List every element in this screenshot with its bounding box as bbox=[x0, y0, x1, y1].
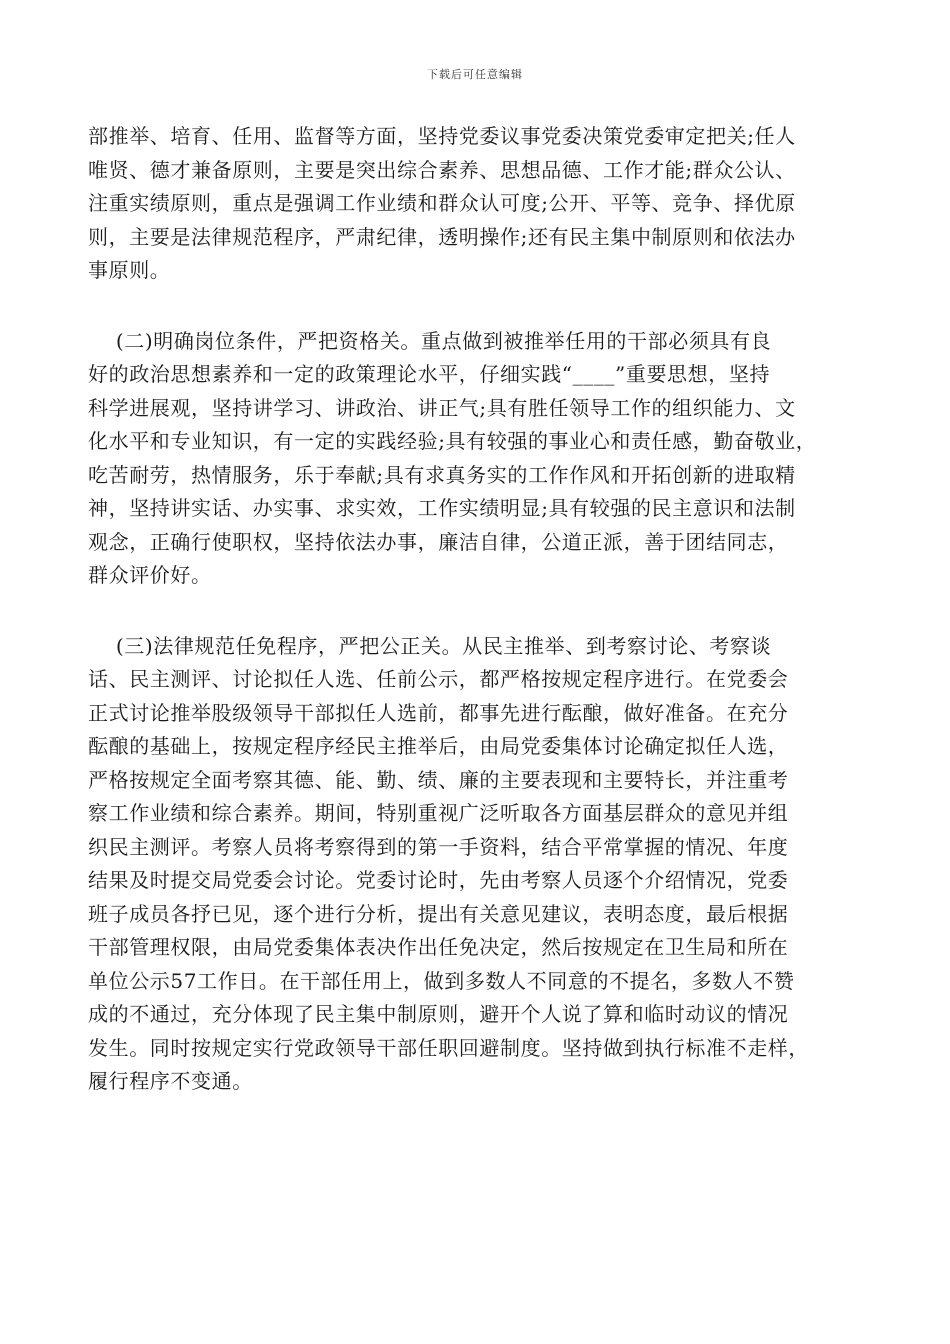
text-line: 唯贤、德才兼备原则，主要是突出综合素养、思想品德、工作才能;群众公认、 bbox=[88, 157, 796, 182]
text-line: (三)法律规范任免程序，严把公正关。从民主推举、到考察讨论、考察谈 bbox=[88, 633, 772, 658]
text-line: 群众评价好。 bbox=[88, 563, 212, 587]
text-line: 正式讨论推举股级领导干部拟任人选前，都事先进行酝酿，做好准备。在充分 bbox=[88, 700, 789, 725]
text-line: 履行程序不变通。 bbox=[88, 1069, 253, 1093]
text-line: 干部管理权限，由局党委集体表决作出任免决定，然后按规定在卫生局和所在 bbox=[88, 935, 789, 959]
text-line: 话、民主测评、讨论拟任人选、任前公示，都严格按规定程序进行。在党委会 bbox=[88, 667, 789, 691]
paragraph-1 bbox=[88, 120, 868, 288]
text-line: 单位公示57工作日。在干部任用上，做到多数人不同意的不提名，多数人不赞 bbox=[88, 968, 795, 993]
paragraph-3 bbox=[88, 630, 868, 1099]
text-line: 观念，正确行使职权，坚持依法办事，廉洁自律，公道正派，善于团结同志， bbox=[88, 529, 789, 554]
text-line: 结果及时提交局党委会讨论。党委讨论时，先由考察人员逐个介绍情况，党委 bbox=[88, 868, 789, 892]
text-line: 吃苦耐劳，热情服务，乐于奉献;具有求真务实的工作作风和开拓创新的进取精 bbox=[88, 462, 796, 487]
text-line: 好的政治思想素养和一定的政策理论水平，仔细实践“____”重要思想，坚持 bbox=[88, 362, 771, 386]
text-line: (二)明确岗位条件，严把资格关。重点做到被推举任用的干部必须具有良 bbox=[88, 328, 772, 353]
text-line: 发生。同时按规定实行党政领导干部任职回避制度。坚持做到执行标准不走样， bbox=[88, 1035, 809, 1060]
text-line: 酝酿的基础上，按规定程序经民主推举后，由局党委集体讨论确定拟任人选， bbox=[88, 734, 789, 758]
text-line: 察工作业绩和综合素养。期间，特别重视广泛听取各方面基层群众的意见并组 bbox=[88, 801, 789, 825]
text-line: 成的不通过，充分体现了民主集中制原则，避开个人说了算和临时动议的情况 bbox=[88, 1002, 789, 1026]
text-line: 注重实绩原则，重点是强调工作业绩和群众认可度;公开、平等、竞争、择优原 bbox=[88, 191, 796, 215]
text-line: 化水平和专业知识，有一定的实践经验;具有较强的事业心和责任感，勤奋敬业， bbox=[88, 429, 817, 453]
text-line: 科学进展观，坚持讲学习、讲政治、讲正气;具有胜任领导工作的组织能力、文 bbox=[88, 395, 796, 420]
text-line: 严格按规定全面考察其德、能、勤、绩、廉的主要表现和主要特长，并注重考 bbox=[88, 767, 789, 792]
text-line: 事原则。 bbox=[88, 258, 171, 282]
text-line: 部推举、培育、任用、监督等方面，坚持党委议事党委决策党委审定把关;任人 bbox=[88, 124, 796, 148]
page-header: 下载后可任意编辑 bbox=[427, 68, 523, 81]
text-line: 班子成员各抒已见，逐个进行分析，提出有关意见建议，表明态度，最后根据 bbox=[88, 901, 789, 926]
text-line: 织民主测评。考察人员将考察得到的第一手资料，结合平常掌握的情况、年度 bbox=[88, 834, 789, 859]
text-line: 神，坚持讲实话、办实事、求实效，工作实绩明显;具有较强的民主意识和法制 bbox=[88, 496, 796, 520]
text-line: 则，主要是法律规范程序，严肃纪律，透明操作;还有民主集中制原则和依法办 bbox=[88, 224, 796, 249]
document-body bbox=[88, 120, 868, 1099]
paragraph-2 bbox=[88, 325, 868, 593]
